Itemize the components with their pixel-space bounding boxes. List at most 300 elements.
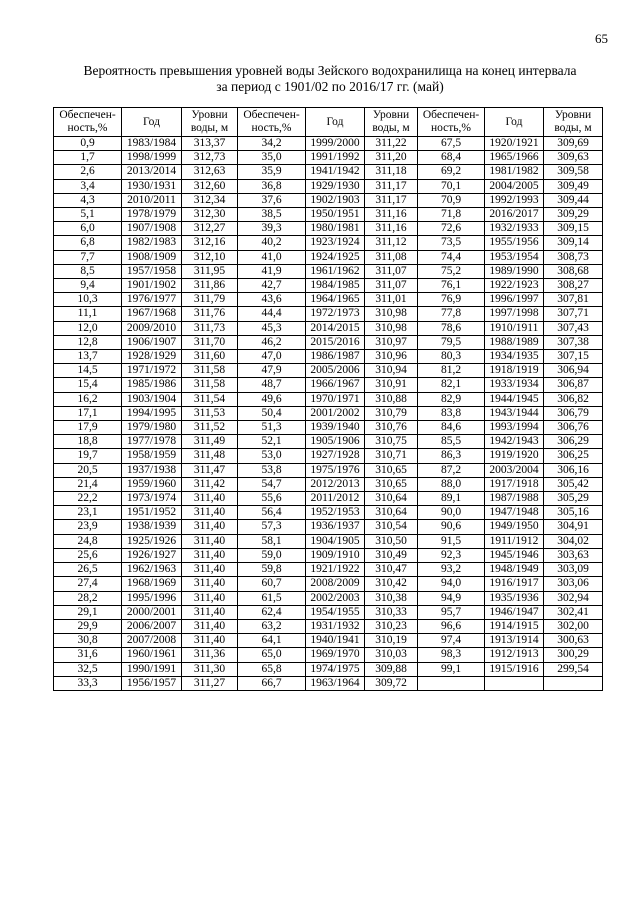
table-row bbox=[54, 591, 603, 605]
table-row bbox=[54, 364, 603, 378]
table-cell: 92,3 bbox=[418, 548, 485, 562]
table-cell: 1906/1907 bbox=[122, 335, 182, 349]
table-cell: 19,7 bbox=[54, 449, 122, 463]
table-cell: 2008/2009 bbox=[306, 577, 365, 591]
table-cell: 2001/2002 bbox=[306, 406, 365, 420]
table-cell: 311,86 bbox=[182, 279, 238, 293]
table-cell: 1912/1913 bbox=[485, 648, 544, 662]
table-cell: 97,4 bbox=[418, 634, 485, 648]
table-cell: 310,38 bbox=[365, 591, 418, 605]
table-cell: 1921/1922 bbox=[306, 563, 365, 577]
table-cell: 1967/1968 bbox=[122, 307, 182, 321]
table-cell: 29,1 bbox=[54, 605, 122, 619]
table-cell: 69,2 bbox=[418, 165, 485, 179]
table-cell: 311,17 bbox=[365, 179, 418, 193]
table-cell: 12,0 bbox=[54, 321, 122, 335]
table-cell: 1971/1972 bbox=[122, 364, 182, 378]
table-cell: 76,9 bbox=[418, 293, 485, 307]
table-cell: 310,79 bbox=[365, 406, 418, 420]
table-cell: 310,97 bbox=[365, 335, 418, 349]
table-cell: 33,3 bbox=[54, 676, 122, 690]
table-cell: 2007/2008 bbox=[122, 634, 182, 648]
table-cell: 9,4 bbox=[54, 279, 122, 293]
column-header bbox=[306, 108, 365, 137]
table-cell: 1956/1957 bbox=[122, 676, 182, 690]
table-cell: 1929/1930 bbox=[306, 179, 365, 193]
table-cell: 310,54 bbox=[365, 520, 418, 534]
table-cell: 68,4 bbox=[418, 151, 485, 165]
table-cell: 311,08 bbox=[365, 250, 418, 264]
table-cell: 51,3 bbox=[238, 421, 306, 435]
table-row bbox=[54, 563, 603, 577]
table-cell: 86,3 bbox=[418, 449, 485, 463]
table-row bbox=[54, 449, 603, 463]
table-cell: 305,16 bbox=[544, 506, 603, 520]
table-cell: 311,40 bbox=[182, 534, 238, 548]
table-cell: 311,27 bbox=[182, 676, 238, 690]
table-row bbox=[54, 619, 603, 633]
table-row bbox=[54, 492, 603, 506]
table-cell: 1963/1964 bbox=[306, 676, 365, 690]
document-title bbox=[60, 63, 600, 95]
table-cell: 10,3 bbox=[54, 293, 122, 307]
table-cell: 306,29 bbox=[544, 435, 603, 449]
table-cell: 82,1 bbox=[418, 378, 485, 392]
table-cell: 309,44 bbox=[544, 193, 603, 207]
table-cell: 1957/1958 bbox=[122, 264, 182, 278]
table-cell: 310,49 bbox=[365, 548, 418, 562]
table-cell: 311,60 bbox=[182, 350, 238, 364]
table-cell: 308,73 bbox=[544, 250, 603, 264]
table-row bbox=[54, 463, 603, 477]
table-cell: 13,7 bbox=[54, 350, 122, 364]
table-cell: 53,8 bbox=[238, 463, 306, 477]
table-cell: 306,94 bbox=[544, 364, 603, 378]
table-cell: 1916/1917 bbox=[485, 577, 544, 591]
table-cell: 2,6 bbox=[54, 165, 122, 179]
table-cell: 1970/1971 bbox=[306, 392, 365, 406]
table-cell: 310,76 bbox=[365, 421, 418, 435]
column-header bbox=[418, 108, 485, 137]
table-cell: 1914/1915 bbox=[485, 619, 544, 633]
table-cell: 1990/1991 bbox=[122, 662, 182, 676]
table-cell: 311,07 bbox=[365, 264, 418, 278]
table-cell: 1997/1998 bbox=[485, 307, 544, 321]
table-cell: 311,76 bbox=[182, 307, 238, 321]
table-cell: 311,16 bbox=[365, 222, 418, 236]
table-cell: 94,9 bbox=[418, 591, 485, 605]
table-cell: 70,9 bbox=[418, 193, 485, 207]
table-row bbox=[54, 577, 603, 591]
table-cell: 95,7 bbox=[418, 605, 485, 619]
table-cell: 59,8 bbox=[238, 563, 306, 577]
table-cell: 12,8 bbox=[54, 335, 122, 349]
table-cell: 306,82 bbox=[544, 392, 603, 406]
table-cell: 2009/2010 bbox=[122, 321, 182, 335]
table-cell: 30,8 bbox=[54, 634, 122, 648]
table-cell: 311,20 bbox=[365, 151, 418, 165]
title-line-1: Вероятность превышения уровней воды Зейского водохранилища на конец интервала bbox=[83, 63, 577, 78]
table-cell: 2016/2017 bbox=[485, 208, 544, 222]
table-cell: 310,64 bbox=[365, 492, 418, 506]
table-cell: 87,2 bbox=[418, 463, 485, 477]
table-cell: 311,40 bbox=[182, 506, 238, 520]
table-row bbox=[54, 250, 603, 264]
table-cell: 73,5 bbox=[418, 236, 485, 250]
table-cell: 41,0 bbox=[238, 250, 306, 264]
table-cell: 1908/1909 bbox=[122, 250, 182, 264]
table-cell: 37,6 bbox=[238, 193, 306, 207]
table-cell: 309,69 bbox=[544, 137, 603, 151]
table-cell: 1978/1979 bbox=[122, 208, 182, 222]
table-cell: 1902/1903 bbox=[306, 193, 365, 207]
table-cell: 1917/1918 bbox=[485, 477, 544, 491]
table-cell: 311,40 bbox=[182, 548, 238, 562]
table-cell: 311,95 bbox=[182, 264, 238, 278]
table-row bbox=[54, 321, 603, 335]
table-cell: 24,8 bbox=[54, 534, 122, 548]
table-cell: 311,48 bbox=[182, 449, 238, 463]
table-cell: 56,4 bbox=[238, 506, 306, 520]
table-cell bbox=[544, 676, 603, 690]
table-cell: 1941/1942 bbox=[306, 165, 365, 179]
table-cell: 6,0 bbox=[54, 222, 122, 236]
table-cell: 311,40 bbox=[182, 520, 238, 534]
table-cell: 1915/1916 bbox=[485, 662, 544, 676]
column-header-line: Год bbox=[326, 115, 344, 128]
table-cell: 39,3 bbox=[238, 222, 306, 236]
column-header bbox=[182, 108, 238, 137]
table-cell: 1982/1983 bbox=[122, 236, 182, 250]
column-header bbox=[238, 108, 306, 137]
table-cell: 22,2 bbox=[54, 492, 122, 506]
table-cell: 1904/1905 bbox=[306, 534, 365, 548]
table-cell: 49,6 bbox=[238, 392, 306, 406]
table-cell: 1942/1943 bbox=[485, 435, 544, 449]
table-cell: 67,5 bbox=[418, 137, 485, 151]
table-cell: 48,7 bbox=[238, 378, 306, 392]
table-cell: 311,40 bbox=[182, 605, 238, 619]
column-header-line: Обеспечен- bbox=[59, 109, 116, 121]
table-cell: 27,4 bbox=[54, 577, 122, 591]
table-cell: 60,7 bbox=[238, 577, 306, 591]
table-row bbox=[54, 520, 603, 534]
table-cell: 17,9 bbox=[54, 421, 122, 435]
table-cell: 312,63 bbox=[182, 165, 238, 179]
table-cell: 1935/1936 bbox=[485, 591, 544, 605]
table-cell: 306,76 bbox=[544, 421, 603, 435]
table-cell: 1922/1923 bbox=[485, 279, 544, 293]
table-cell: 1945/1946 bbox=[485, 548, 544, 562]
table-cell: 1991/1992 bbox=[306, 151, 365, 165]
table-cell: 1988/1989 bbox=[485, 335, 544, 349]
table-cell: 42,7 bbox=[238, 279, 306, 293]
table-cell: 311,47 bbox=[182, 463, 238, 477]
table-cell: 306,25 bbox=[544, 449, 603, 463]
table-cell: 1948/1949 bbox=[485, 563, 544, 577]
table-cell: 1998/1999 bbox=[122, 151, 182, 165]
table-cell: 28,2 bbox=[54, 591, 122, 605]
column-header-line: Уровни bbox=[554, 109, 592, 121]
table-cell: 1924/1925 bbox=[306, 250, 365, 264]
table-cell: 2013/2014 bbox=[122, 165, 182, 179]
table-cell: 47,0 bbox=[238, 350, 306, 364]
table-cell: 1981/1982 bbox=[485, 165, 544, 179]
table-cell: 311,40 bbox=[182, 591, 238, 605]
table-cell bbox=[418, 676, 485, 690]
table-cell: 76,1 bbox=[418, 279, 485, 293]
table-cell: 309,29 bbox=[544, 208, 603, 222]
table-cell: 310,65 bbox=[365, 463, 418, 477]
table-cell: 306,16 bbox=[544, 463, 603, 477]
table-header-row bbox=[54, 108, 603, 137]
table-cell: 1936/1937 bbox=[306, 520, 365, 534]
table-cell: 311,58 bbox=[182, 378, 238, 392]
table-cell: 303,06 bbox=[544, 577, 603, 591]
table-cell: 1999/2000 bbox=[306, 137, 365, 151]
column-header-line: Год bbox=[505, 115, 523, 128]
table-cell bbox=[485, 676, 544, 690]
table-cell: 311,54 bbox=[182, 392, 238, 406]
table-cell: 11,1 bbox=[54, 307, 122, 321]
table-cell: 310,23 bbox=[365, 619, 418, 633]
table-cell: 1905/1906 bbox=[306, 435, 365, 449]
table-cell: 1946/1947 bbox=[485, 605, 544, 619]
table-cell: 1968/1969 bbox=[122, 577, 182, 591]
table-cell: 0,9 bbox=[54, 137, 122, 151]
table-cell: 1966/1967 bbox=[306, 378, 365, 392]
table-cell: 310,98 bbox=[365, 321, 418, 335]
table-cell: 70,1 bbox=[418, 179, 485, 193]
table-cell: 20,5 bbox=[54, 463, 122, 477]
table-cell: 17,1 bbox=[54, 406, 122, 420]
table-cell: 309,72 bbox=[365, 676, 418, 690]
table-cell: 44,4 bbox=[238, 307, 306, 321]
table-cell: 309,14 bbox=[544, 236, 603, 250]
table-cell: 15,4 bbox=[54, 378, 122, 392]
table-cell: 8,5 bbox=[54, 264, 122, 278]
table-cell: 303,09 bbox=[544, 563, 603, 577]
table-cell: 311,07 bbox=[365, 279, 418, 293]
table-row bbox=[54, 662, 603, 676]
table-row bbox=[54, 165, 603, 179]
table-cell: 1973/1974 bbox=[122, 492, 182, 506]
table-cell: 311,49 bbox=[182, 435, 238, 449]
table-cell: 311,73 bbox=[182, 321, 238, 335]
table-row bbox=[54, 335, 603, 349]
table-cell: 309,15 bbox=[544, 222, 603, 236]
table-cell: 99,1 bbox=[418, 662, 485, 676]
table-cell: 312,60 bbox=[182, 179, 238, 193]
table-cell: 1980/1981 bbox=[306, 222, 365, 236]
table-cell: 311,42 bbox=[182, 477, 238, 491]
table-cell: 1907/1908 bbox=[122, 222, 182, 236]
table-cell: 1937/1938 bbox=[122, 463, 182, 477]
table-row bbox=[54, 477, 603, 491]
table-cell: 61,5 bbox=[238, 591, 306, 605]
column-header-line: ность,% bbox=[430, 122, 472, 134]
table-cell: 1996/1997 bbox=[485, 293, 544, 307]
table-cell: 82,9 bbox=[418, 392, 485, 406]
table-cell: 1953/1954 bbox=[485, 250, 544, 264]
table-cell: 1955/1956 bbox=[485, 236, 544, 250]
table-cell: 2012/2013 bbox=[306, 477, 365, 491]
table-cell: 310,64 bbox=[365, 506, 418, 520]
table-cell: 84,6 bbox=[418, 421, 485, 435]
table-cell: 59,0 bbox=[238, 548, 306, 562]
table-cell: 34,2 bbox=[238, 137, 306, 151]
table-cell: 2002/2003 bbox=[306, 591, 365, 605]
table-cell: 1961/1962 bbox=[306, 264, 365, 278]
table-cell: 311,40 bbox=[182, 619, 238, 633]
table-cell: 1943/1944 bbox=[485, 406, 544, 420]
table-cell: 1992/1993 bbox=[485, 193, 544, 207]
table-cell: 308,27 bbox=[544, 279, 603, 293]
table-row bbox=[54, 264, 603, 278]
table-cell: 311,40 bbox=[182, 563, 238, 577]
table-cell: 91,5 bbox=[418, 534, 485, 548]
table-body bbox=[54, 137, 603, 691]
table-cell: 302,41 bbox=[544, 605, 603, 619]
table-cell: 1958/1959 bbox=[122, 449, 182, 463]
table-cell: 310,96 bbox=[365, 350, 418, 364]
table-row bbox=[54, 534, 603, 548]
table-cell: 93,2 bbox=[418, 563, 485, 577]
table-cell: 14,5 bbox=[54, 364, 122, 378]
table-cell: 47,9 bbox=[238, 364, 306, 378]
table-cell: 312,27 bbox=[182, 222, 238, 236]
table-cell: 1,7 bbox=[54, 151, 122, 165]
table-cell: 311,16 bbox=[365, 208, 418, 222]
table-cell: 90,6 bbox=[418, 520, 485, 534]
table-cell: 308,68 bbox=[544, 264, 603, 278]
table-cell: 78,6 bbox=[418, 321, 485, 335]
table-cell: 63,2 bbox=[238, 619, 306, 633]
table-row bbox=[54, 279, 603, 293]
column-header-line: Год bbox=[143, 115, 160, 128]
table-cell: 45,3 bbox=[238, 321, 306, 335]
table-cell: 305,29 bbox=[544, 492, 603, 506]
table-cell: 43,6 bbox=[238, 293, 306, 307]
table-cell: 311,40 bbox=[182, 634, 238, 648]
table-cell: 312,73 bbox=[182, 151, 238, 165]
column-header-line: Уровни bbox=[191, 109, 228, 121]
table-cell: 41,9 bbox=[238, 264, 306, 278]
table-cell: 1901/1902 bbox=[122, 279, 182, 293]
table-row bbox=[54, 421, 603, 435]
table-row bbox=[54, 179, 603, 193]
table-cell: 38,5 bbox=[238, 208, 306, 222]
table-cell: 2005/2006 bbox=[306, 364, 365, 378]
table-cell: 310,88 bbox=[365, 392, 418, 406]
table-cell: 18,8 bbox=[54, 435, 122, 449]
table-cell: 5,1 bbox=[54, 208, 122, 222]
table-cell: 1947/1948 bbox=[485, 506, 544, 520]
table-cell: 310,50 bbox=[365, 534, 418, 548]
table-cell: 55,6 bbox=[238, 492, 306, 506]
table-cell: 2011/2012 bbox=[306, 492, 365, 506]
probability-table bbox=[53, 107, 603, 691]
table-cell: 1969/1970 bbox=[306, 648, 365, 662]
table-cell: 7,7 bbox=[54, 250, 122, 264]
column-header-line: воды, м bbox=[554, 122, 592, 134]
table-cell: 313,37 bbox=[182, 137, 238, 151]
table-cell: 85,5 bbox=[418, 435, 485, 449]
table-cell: 1972/1973 bbox=[306, 307, 365, 321]
table-cell: 1939/1940 bbox=[306, 421, 365, 435]
table-cell: 1951/1952 bbox=[122, 506, 182, 520]
table-cell: 1949/1950 bbox=[485, 520, 544, 534]
table-cell: 1927/1928 bbox=[306, 449, 365, 463]
table-cell: 1976/1977 bbox=[122, 293, 182, 307]
table-cell: 2003/2004 bbox=[485, 463, 544, 477]
probability-table-container bbox=[53, 107, 602, 691]
table-cell: 311,52 bbox=[182, 421, 238, 435]
table-cell: 25,6 bbox=[54, 548, 122, 562]
table-cell: 3,4 bbox=[54, 179, 122, 193]
table-cell: 312,30 bbox=[182, 208, 238, 222]
table-cell: 1995/1996 bbox=[122, 591, 182, 605]
table-cell: 83,8 bbox=[418, 406, 485, 420]
table-cell: 2006/2007 bbox=[122, 619, 182, 633]
table-cell: 302,94 bbox=[544, 591, 603, 605]
table-row bbox=[54, 307, 603, 321]
table-cell: 2014/2015 bbox=[306, 321, 365, 335]
table-cell: 1989/1990 bbox=[485, 264, 544, 278]
table-cell: 311,18 bbox=[365, 165, 418, 179]
table-cell: 1934/1935 bbox=[485, 350, 544, 364]
column-header bbox=[54, 108, 122, 137]
table-cell: 309,88 bbox=[365, 662, 418, 676]
table-cell: 307,15 bbox=[544, 350, 603, 364]
table-cell: 2010/2011 bbox=[122, 193, 182, 207]
table-cell: 2015/2016 bbox=[306, 335, 365, 349]
table-cell: 310,42 bbox=[365, 577, 418, 591]
table-cell: 77,8 bbox=[418, 307, 485, 321]
table-row bbox=[54, 435, 603, 449]
table-cell: 311,12 bbox=[365, 236, 418, 250]
table-cell: 1975/1976 bbox=[306, 463, 365, 477]
table-cell: 307,38 bbox=[544, 335, 603, 349]
table-cell: 310,47 bbox=[365, 563, 418, 577]
table-cell: 1920/1921 bbox=[485, 137, 544, 151]
table-cell: 1994/1995 bbox=[122, 406, 182, 420]
column-header bbox=[485, 108, 544, 137]
table-cell: 311,22 bbox=[365, 137, 418, 151]
table-cell: 54,7 bbox=[238, 477, 306, 491]
table-cell: 310,33 bbox=[365, 605, 418, 619]
table-cell: 65,8 bbox=[238, 662, 306, 676]
table-cell: 1909/1910 bbox=[306, 548, 365, 562]
table-row bbox=[54, 236, 603, 250]
table-cell: 1993/1994 bbox=[485, 421, 544, 435]
table-cell: 305,42 bbox=[544, 477, 603, 491]
table-cell: 309,58 bbox=[544, 165, 603, 179]
table-cell: 1928/1929 bbox=[122, 350, 182, 364]
table-cell: 1983/1984 bbox=[122, 137, 182, 151]
table-cell: 36,8 bbox=[238, 179, 306, 193]
table-cell: 311,36 bbox=[182, 648, 238, 662]
column-header-line: Обеспечен- bbox=[243, 109, 300, 121]
table-cell: 311,58 bbox=[182, 364, 238, 378]
table-cell: 309,63 bbox=[544, 151, 603, 165]
table-row bbox=[54, 506, 603, 520]
table-cell: 310,98 bbox=[365, 307, 418, 321]
table-cell: 1965/1966 bbox=[485, 151, 544, 165]
table-cell: 1923/1924 bbox=[306, 236, 365, 250]
table-cell: 90,0 bbox=[418, 506, 485, 520]
table-cell: 66,7 bbox=[238, 676, 306, 690]
